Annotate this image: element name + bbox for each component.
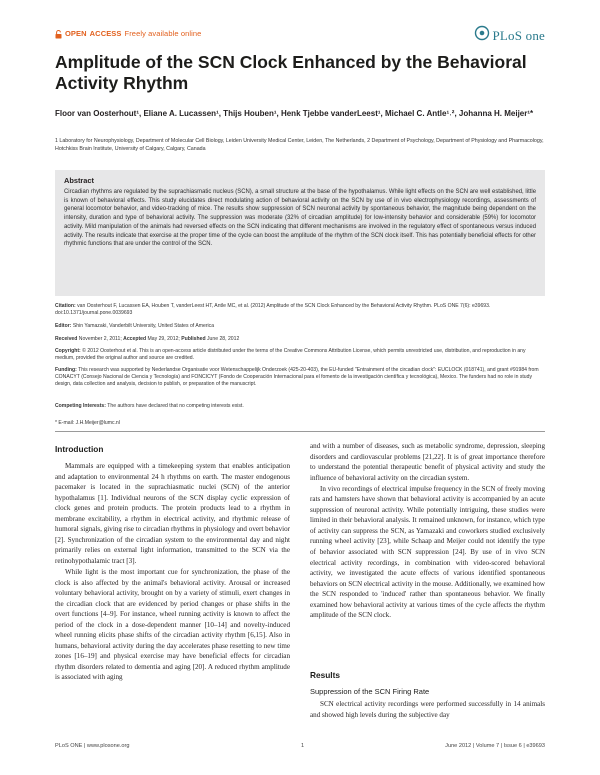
results-heading: Results xyxy=(310,670,340,680)
results-subheading: Suppression of the SCN Firing Rate xyxy=(310,687,430,696)
meta-divider xyxy=(55,431,545,432)
open-access-badge xyxy=(55,29,201,38)
funding-label: Funding: xyxy=(55,367,77,373)
editor-label: Editor: xyxy=(55,323,72,329)
plos-circle-icon xyxy=(474,25,490,46)
plos-one-logo xyxy=(474,25,545,46)
editor xyxy=(55,323,545,330)
competing-label: Competing Interests: xyxy=(55,403,106,409)
accepted-label: Accepted xyxy=(123,336,147,342)
plos-one-wordmark: PLoS one xyxy=(492,27,545,43)
copyright-label: Copyright: xyxy=(55,348,81,354)
access-label: ACCESS xyxy=(89,29,122,38)
abstract-text: Circadian rhythms are regulated by the suprachiasmatic nucleus (SCN), a small structure at the base of the hypothalamus. While light effects on the SCN are well established, little is known of behavioral effects. This study elucidates direct modulating action of behavioral activity on the SCN by use of in vivo electrophysiology recordings, assessments of general locomotor behavior, and video-tracking of mice. The results show suppression of SCN neuronal activity by spontaneous behavior, the magnitude being dependent on the intensity, duration and type of behavioral activity. The suppression was moderate (32% of circadian amplitude) for low-intensity behavior and considerable (59%) for locomotor activity. Mild manipulation of the animals had reversed effects on the SCN indicating that different mechanisms are involved in the regulatory effect of spontaneous versus induced activity. The results indicate that exercise at the proper time of the cycle can boost the amplitude of the rhythm of the SCN clock itself. This has potentially beneficial effects for other rhythmic functions that are under the control of the SCN. xyxy=(64,189,536,248)
copyright xyxy=(55,348,545,362)
competing-text: The authors have declared that no competing interests exist. xyxy=(107,403,244,409)
results-paragraph-1: SCN electrical activity recordings were performed successfully in 14 animals and showed high levels during the subjective day xyxy=(310,700,545,719)
published-label: Published xyxy=(181,336,206,342)
received-date: November 2, 2011; xyxy=(78,336,122,342)
footer-journal: PLoS ONE | www.plosone.org xyxy=(55,743,130,749)
citation-text: van Oosterhout F, Lucassen EA, Houben T, vanderLeest HT, Antle MC, et al. (2012) Amplitude of the SCN Clock Enhanced by the Behavioral Activity Rhythm. PLoS ONE 7(6): e39693. doi:10.1371/journal.pone.0039693 xyxy=(55,303,491,317)
page-number: 1 xyxy=(301,743,305,749)
abstract-heading: Abstract xyxy=(64,176,94,185)
open-lock-icon xyxy=(55,30,62,38)
intro-paragraph-2: While light is the most important cue for synchronization, the phase of the clock is also affected by the animal's behavioral activity. Arousal or increased voluntary behavioral activity, brought on by a variety of stimuli, exert changes in the circadian clock that are evidenced by period changes or phase shifts in the overt functions [4–9]. For instance, wheel running activity is known to affect the period of the clock in a dose-dependent manner [10–14] and novelty-induced wheel running elicits phase shifts of the circadian activity rhythm [6,15]. Also in humans, behavioral activity during the day accelerates phase resetting to new time zones [16–19] and physical exercise may have beneficial effects for circadian rhythm disorders related to dementia and aging [20]. A reduced rhythm amplitude is associated with aging xyxy=(55,567,290,682)
competing-interests xyxy=(55,403,545,410)
dates xyxy=(55,336,545,343)
editor-text: Shin Yamazaki, Vanderbilt University, United States of America xyxy=(72,323,215,329)
email: * E-mail: J.H.Meijer@lumc.nl xyxy=(55,420,120,426)
funding-text: This research was supported by Nederlandse Organisatie voor Wetenschappelijk Onderzoek (425-20-403), the EU-funded "Entrainment of the circadian clock": EUCLOCK (018741), and grant #91984 from CONACYT (Consejo Nacional de Ciencia y Tecnología) and FONCICYT (Fondo de Cooperación Internacional para el fomento de la investigación científica y tecnológica), Mexico. The funders had no role in study design, data collection and analysis, decision to publish, or preparation of the manuscript. xyxy=(55,367,539,388)
footer-issue: June 2012 | Volume 7 | Issue 6 | e39693 xyxy=(445,743,545,749)
intro-paragraph-3: and with a number of diseases, such as metabolic syndrome, depression, sleeping disorders and cardiovascular problems [21,22]. It is of great importance therefore to understand the potential therapeutic benefit of physical activity and study the influence of behavioral activity on the circadian system. xyxy=(310,442,545,482)
funding xyxy=(55,367,545,389)
left-column xyxy=(55,461,290,683)
citation-label: Citation: xyxy=(55,303,76,309)
abstract-box xyxy=(55,170,545,296)
intro-paragraph-4: In vivo recordings of electrical impulse frequency in the SCN of freely moving rats and hamsters have shown that behavioral activity is accompanied by an acute suppression of neuronal activity. While potentially intriguing, these studies were limited in their behavioral analysis. It remained unknown, for instance, which type of activity can suppress the SCN, as Yamazaki and coworkers studied exclusively running wheel activity [23], while Schaap and Meijer could not identify the type of behavior associated with SCN suppression [24]. By use of in vivo SCN electrical activity recordings, in combination with video-scored behavioral activity, we investigated the acute effects of various identified spontaneous behaviors on SCN electrical activity in the mouse. Additionally, we examined how the SCN responded to 'induced' rather than spontaneous behavior. We finally examined how behavioral activity at various times of the cycle affects the rhythm amplitude of the SCN clock. xyxy=(310,484,545,620)
open-label: OPEN xyxy=(65,29,87,38)
copyright-text: © 2012 Oosterhout et al. This is an open-access article distributed under the terms of the Creative Commons Attribution License, which permits unrestricted use, distribution, and reproduction in any medium, provided the original author and source are credited. xyxy=(55,348,526,362)
received-label: Received xyxy=(55,336,78,342)
affiliations: 1 Laboratory for Neurophysiology, Department of Molecular Cell Biology, Leiden University Medical Center, Leiden, The Netherlands, 2 Department of Psychology, Department of Physiology and Pharmacology, Hotchkiss Brain Institute, University of Calgary, Calgary, Canada xyxy=(55,138,544,152)
article-title: Amplitude of the SCN Clock Enhanced by the Behavioral Activity Rhythm xyxy=(55,52,527,93)
accepted-date: May 29, 2012; xyxy=(147,336,180,342)
freely-available-label: Freely available online xyxy=(124,29,202,38)
introduction-heading: Introduction xyxy=(55,444,104,454)
author-list: Floor van Oosterhout¹, Eliane A. Lucassen¹, Thijs Houben¹, Henk Tjebbe vanderLeest¹, Michael C. Antle¹˒², Johanna H. Meijer¹* xyxy=(55,109,534,118)
intro-paragraph-1: Mammals are equipped with a timekeeping system that enables anticipation and adaptation to environmental 24 h rhythms on earth. The master endogenous pacemaker is located in the suprachiasmatic nuclei (SCN) of the anterior hypothalamus [1]. Individual neurons of the SCN display cyclic expression of clock genes and protein products. The protein products lead to a rhythm in membrane excitability, a rhythm in electrical activity, and rhythmic release of humoral signals, giving rise to circadian rhythms in physiology and overt behavior [2]. Synchronization of the circadian system to the environmental day and night primarily relies on external light information, transmitted to the SCN via the retinohypothalamic tract [3]. xyxy=(55,462,290,565)
citation xyxy=(55,303,545,317)
right-column xyxy=(310,441,545,621)
results-column xyxy=(310,699,545,720)
published-date: June 28, 2012 xyxy=(207,336,240,342)
journal-header xyxy=(55,27,545,47)
